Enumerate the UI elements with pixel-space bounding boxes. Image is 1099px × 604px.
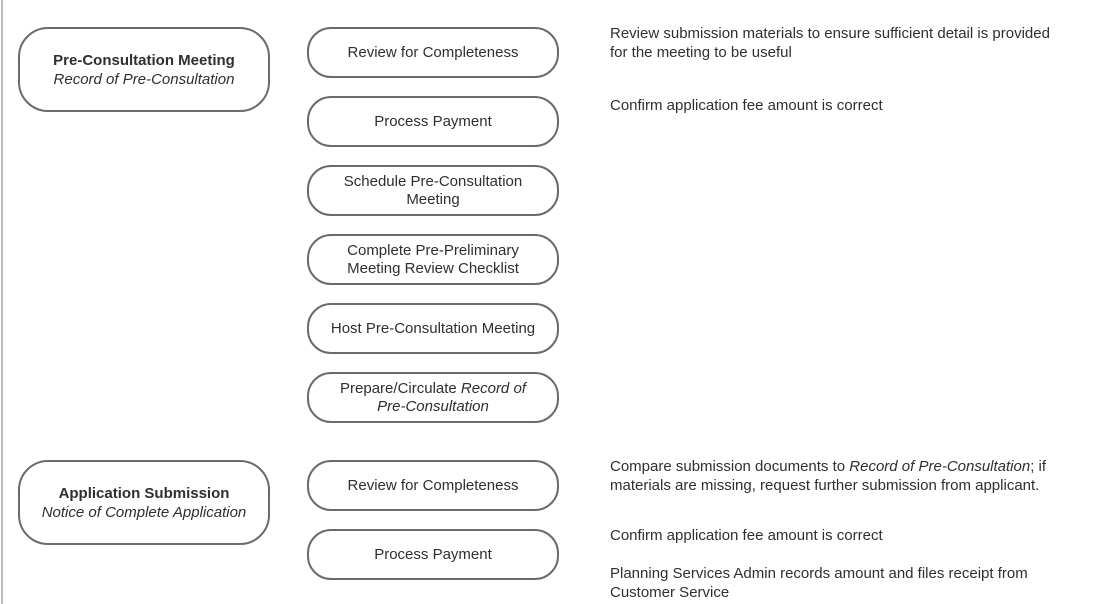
step-process-payment — [307, 96, 559, 147]
step-label: Review for Completeness — [347, 476, 519, 494]
step-label — [329, 380, 537, 416]
step-prepare-record — [307, 372, 559, 423]
stage-title: Pre-Consultation Meeting — [53, 51, 235, 69]
note-admin-records: Planning Services Admin records amount and files receipt from Customer Service — [610, 565, 1028, 601]
note-text: ; if materials are missing, request further submission from applicant. — [610, 458, 1047, 494]
step-label: Complete Pre-Preliminary Meeting Review Checklist — [347, 241, 519, 277]
left-divider — [1, 0, 3, 604]
step-label: Process Payment — [374, 112, 492, 130]
step-review-checklist — [307, 234, 559, 285]
step-label: Process Payment — [374, 545, 492, 563]
step-label: Schedule Pre-Consultation Meeting — [343, 172, 523, 208]
stage-subtitle: Record of Pre-Consultation — [53, 70, 235, 88]
note-confirm-fee: Confirm application fee amount is correct — [610, 97, 883, 114]
step-review-completeness-2 — [307, 460, 559, 511]
step-schedule-meeting — [307, 165, 559, 216]
note-text: Compare submission documents to — [610, 458, 850, 475]
note-compare-documents — [610, 457, 1050, 495]
step-process-payment-2 — [307, 529, 559, 580]
step-label: Review for Completeness — [347, 43, 519, 61]
note-review-materials: Review submission materials to ensure sufficient detail is provided for the meeting to be useful — [610, 25, 1050, 61]
stage-pre-consultation-meeting — [18, 27, 270, 112]
stage-subtitle: Notice of Complete Application — [41, 503, 247, 521]
step-host-meeting — [307, 303, 559, 354]
step-label: Host Pre-Consultation Meeting — [330, 319, 536, 337]
step-review-completeness — [307, 27, 559, 78]
step-label-italic: Record of Pre-Consultation — [377, 379, 526, 415]
note-confirm-fee-2: Confirm application fee amount is correct — [610, 527, 883, 544]
stage-title: Application Submission — [58, 484, 230, 502]
stage-application-submission — [18, 460, 270, 545]
note-text-italic: Record of Pre-Consultation — [849, 458, 1031, 475]
step-label-plain: Prepare/Circulate — [340, 379, 461, 397]
